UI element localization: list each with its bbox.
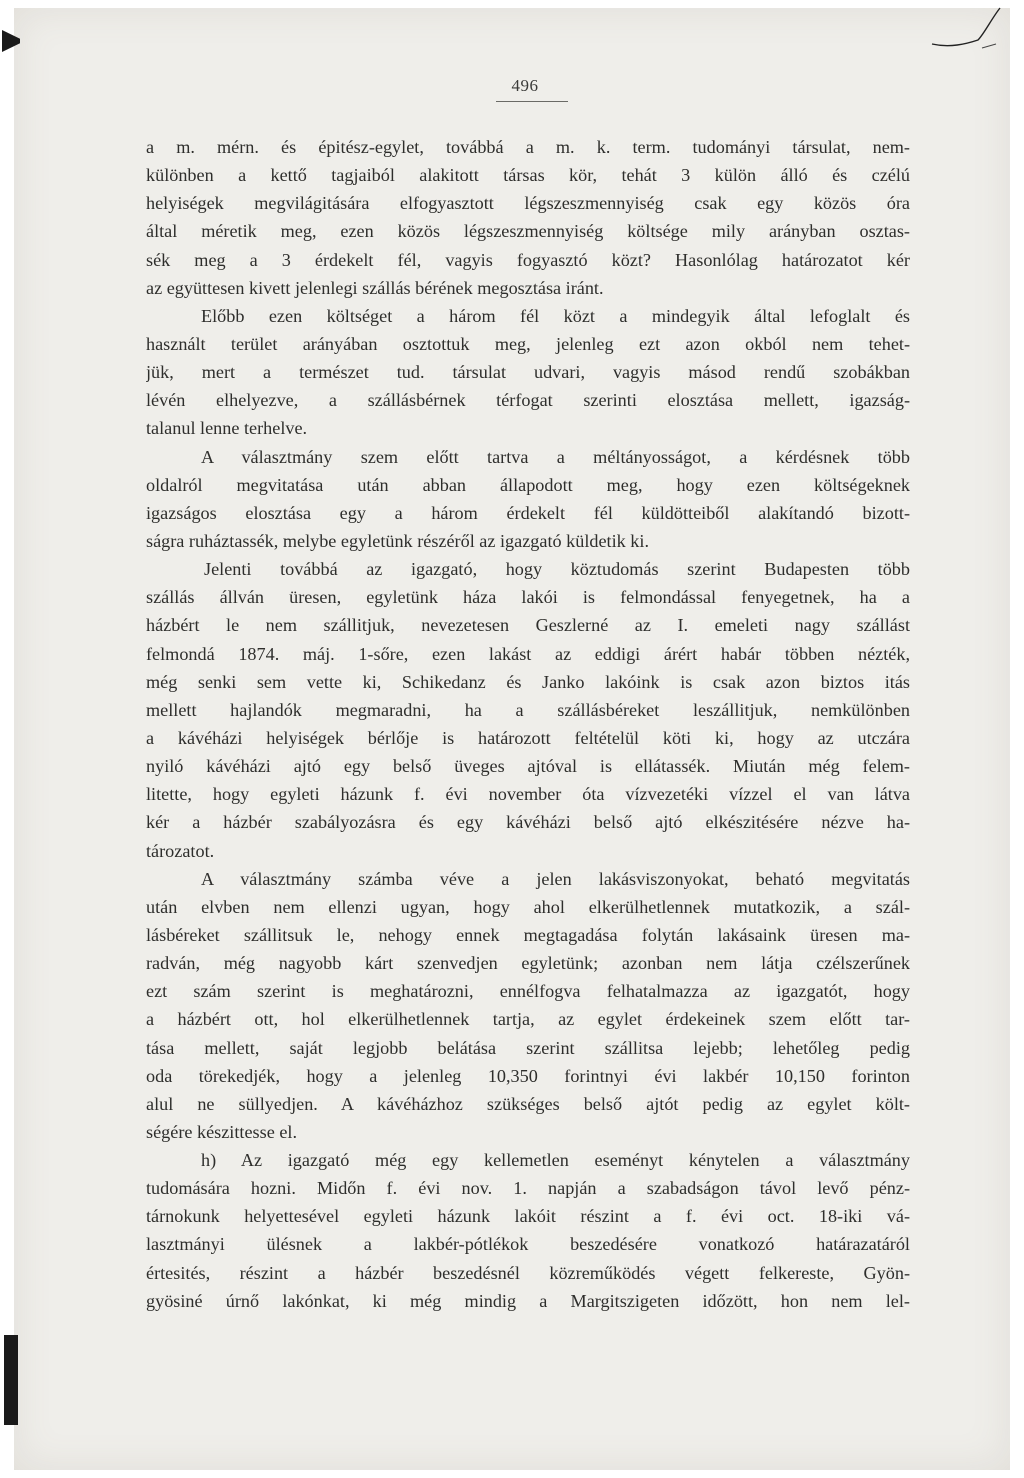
text-line: talanul lenne terhelve. (146, 418, 308, 439)
text-line: tudomására hozni. Midőn f. évi nov. 1. napján a szabadságon távol levő pénz- (146, 1178, 910, 1199)
text-line: az együttesen kivett jelenlegi szállás bérének megosztása iránt. (146, 277, 604, 298)
text-line: lasztmányi ülésnek a lakbér-pótlékok beszedésére vonatkozó határazatáról (146, 1234, 910, 1255)
text-line: tározatot. (146, 840, 215, 861)
text-line: A választmány számba véve a jelen lakásviszonyokat, beható megvitatás (201, 868, 910, 889)
text-line: nyiló kávéházi ajtó egy belső üveges ajtóval is ellátassék. Miután még felem- (146, 756, 910, 777)
text-line: tása mellett, saját legjobb belátása szerint szállitsa lejebb; lehetőleg pedig (146, 1037, 910, 1058)
text-line: után elvben nem ellenzi ugyan, hogy ahol elkerülhetlennek mutatkozik, a szál- (146, 896, 910, 917)
text-line: igazságos elosztása egy a három érdekelt fél küldötteiből alakítandó bizott- (146, 502, 910, 523)
text-line: a házbért ott, hol elkerülhetlennek tartja, az egylet érdekeinek szem előtt tar- (146, 1009, 910, 1030)
text-line: A választmány szem előtt tartva a méltányosságot, a kérdésnek több (201, 446, 910, 467)
text-line: használt terület arányában osztottuk meg, jelenleg ezt azon okból nem tehet- (146, 333, 910, 354)
text-line: ságra ruháztassék, melybe egyletünk részéről az igazgató küldetik ki. (146, 530, 649, 551)
text-line: felmondá 1874. máj. 1-sőre, ezen lakást az eddigi árért habár többen nézték, (146, 643, 910, 664)
text-line: lévén elhelyezve, a szállásbérnek térfogat szerinti elosztása mellett, igazság- (146, 390, 910, 411)
text-line: házbért le nem szállitjuk, nevezetesen Geszlerné az I. emeleti nagy szállást (146, 615, 910, 636)
scan-edge-mark-bottom (4, 1335, 18, 1425)
text-line: oldalról megvitatása után abban állapodott meg, hogy ezen költségeknek (146, 474, 910, 495)
text-line: jük, mert a természet tud. társulat udvari, vagyis másod rendű szobákban (146, 362, 910, 383)
text-line: lásbéreket szállitsuk le, nehogy ennek megtagadása folytán lakásaink üresen ma- (146, 924, 910, 945)
text-line: gyösiné úrnő lakónkat, ki még mindig a Margitszigeten időzött, hon nem lel- (146, 1290, 910, 1311)
text-line: a m. mérn. és épitész-egylet, továbbá a m. k. term. tudományi társulat, nem- (146, 137, 910, 157)
text-line: ezt szám szerint is meghatározni, ennélfogva felhatalmazza az igazgatót, hogy (146, 981, 910, 1002)
text-line: tárnokunk helyettesével egyleti házunk lakóit részint a f. évi oct. 18-iki vá- (146, 1206, 910, 1227)
text-line: értesités, részint a házbér beszedésnél közreműködés végett felkereste, Gyön- (146, 1262, 910, 1283)
text-body (146, 133, 910, 1315)
text-line: Jelenti továbbá az igazgató, hogy köztudomás szerint Budapesten több (204, 559, 910, 580)
text-line: alul ne süllyedjen. A kávéházhoz szükséges belső ajtót pedig az egylet költ- (146, 1093, 910, 1114)
text-line: radván, még nagyobb kárt szenvedjen egyletünk; azonban nem látja czélszerűnek (146, 953, 910, 974)
text-line: még senki sem vette ki, Schikedanz és Janko lakóink is csak azon biztos itás (146, 671, 910, 692)
text-line: kér a házbér szabályozásra és egy kávéházi belső ajtó elkészitésére nézve ha- (146, 812, 910, 833)
text-line: oda törekedjék, hogy a jelenleg 10,350 forintnyi évi lakbér 10,150 forinton (146, 1065, 910, 1086)
text-line: ségére készittesse el. (146, 1121, 297, 1142)
page-number: 496 (511, 76, 539, 95)
text-line: mellett hajlandók megmaradni, ha a szállásbéreket leszállitjuk, nemkülönben (146, 699, 910, 720)
text-line: helyiségek megvilágitására elfogyasztott légszeszmennyiség csak egy közös óra (146, 193, 910, 214)
corner-pen-mark-icon (930, 4, 1010, 54)
text-line: sék meg a 3 érdekelt fél, vagyis fogyasztó közt? Hasonlólag határozatot kér (146, 249, 910, 270)
page-number-rule (496, 101, 568, 102)
text-line: szállás állván üresen, egyletünk háza lakói is felmondással fenyegetnek, ha a (146, 587, 910, 608)
text-line: litette, hogy egyleti házunk f. évi november óta vízvezetéki vízzel el van látva (146, 784, 910, 805)
text-line: különben a kettő tagjaiból alakitott társas kör, tehát 3 külön álló és czélú (146, 165, 910, 186)
text-line: h) Az igazgató még egy kellemetlen eseményt kénytelen a választmány (201, 1150, 910, 1171)
text-line: Előbb ezen költséget a három fél közt a mindegyik által lefoglalt és (201, 305, 910, 326)
text-line: a kávéházi helyiségek bérlője is határozott feltételül köti ki, hogy az utczára (146, 727, 910, 748)
text-line: által méretik meg, ezen közös légszeszmennyiség költsége mily arányban osztas- (146, 221, 910, 242)
